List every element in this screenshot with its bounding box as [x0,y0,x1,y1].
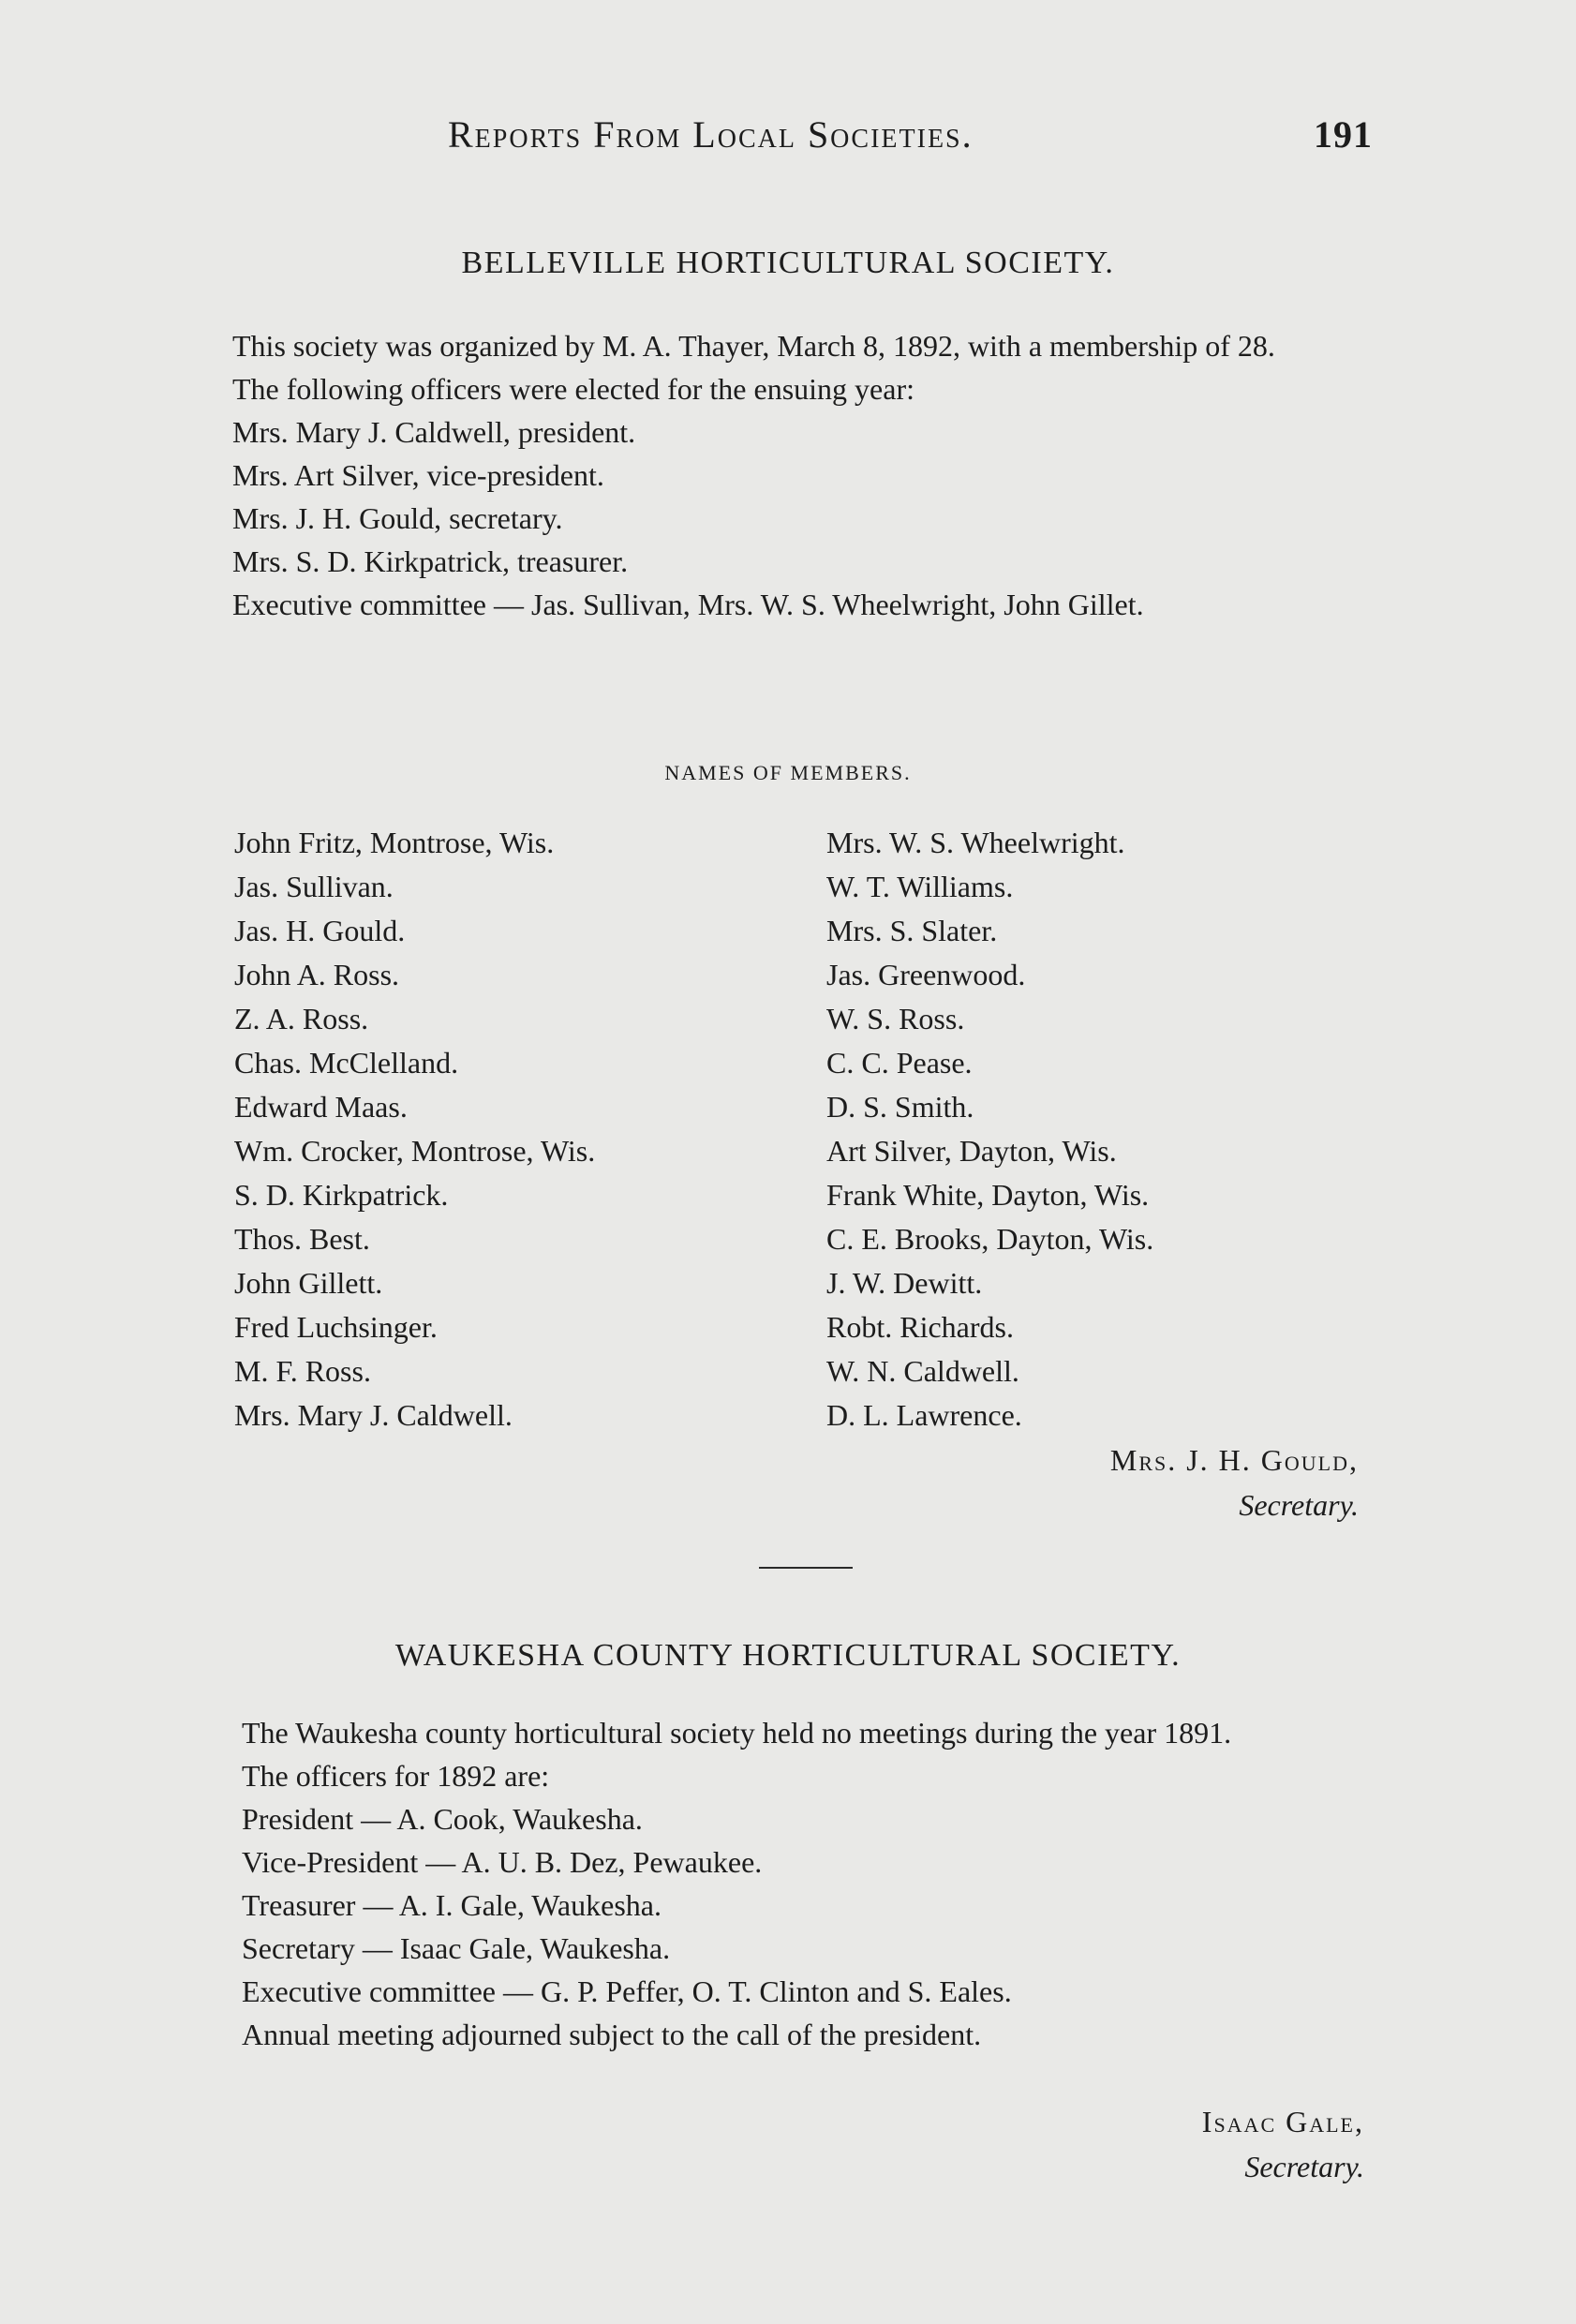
running-head [0,112,1576,169]
member-name: J. W. Dewitt. [826,1266,983,1300]
member-name: Z. A. Ross. [234,1002,369,1035]
members-right-column [826,821,1351,1438]
member-name: D. S. Smith. [826,1090,974,1124]
belleville-officer: Mrs. Mary J. Caldwell, president. [232,415,636,449]
page-number: 191 [1314,113,1373,156]
belleville-intro: This society was organized by M. A. Thayer, March 8, 1892, with a membership of 28. [232,329,1275,363]
waukesha-officers-intro: The officers for 1892 are: [242,1759,550,1793]
member-name: W. T. Williams. [826,870,1014,903]
waukesha-officer: Annual meeting adjourned subject to the call of the president. [242,2018,982,2051]
member-name: John Fritz, Montrose, Wis. [234,826,555,859]
member-name: Wm. Crocker, Montrose, Wis. [234,1134,596,1168]
member-name: Mrs. Mary J. Caldwell. [234,1398,513,1432]
waukesha-officer: Vice-President — A. U. B. Dez, Pewaukee. [242,1845,763,1879]
signature-name: Mrs. J. H. Gould, [1109,1443,1359,1477]
belleville-body [204,324,1387,626]
member-name: D. L. Lawrence. [826,1398,1022,1432]
waukesha-officer: Treasurer — A. I. Gale, Waukesha. [242,1888,662,1922]
running-title: Reports From Local Societies. [448,113,974,156]
member-name: Fred Luchsinger. [234,1310,438,1344]
belleville-officers [204,367,1387,583]
member-name: W. S. Ross. [826,1002,965,1035]
signature-role: Secretary. [1244,2150,1364,2183]
waukesha-heading: WAUKESHA COUNTY HORTICULTURAL SOCIETY. [394,1638,1182,1673]
waukesha-signature [1202,2099,1364,2189]
member-name: Frank White, Dayton, Wis. [826,1178,1150,1212]
members-heading: NAMES OF MEMBERS. [664,761,912,784]
belleville-heading: BELLEVILLE HORTICULTURAL SOCIETY. [461,246,1115,280]
belleville-officer: Mrs. Art Silver, vice-president. [232,458,604,492]
member-name: Jas. Greenwood. [826,958,1026,991]
member-name: C. E. Brooks, Dayton, Wis. [826,1222,1154,1256]
waukesha-intro: The Waukesha county horticultural society held no meetings during the year 1891. [242,1716,1232,1750]
member-name: John Gillett. [234,1266,383,1300]
waukesha-officer: Secretary — Isaac Gale, Waukesha. [242,1931,671,1965]
waukesha-officer: Executive committee — G. P. Peffer, O. T. Clinton and S. Eales. [242,1974,1012,2008]
belleville-officer: Mrs. S. D. Kirkpatrick, treasurer. [232,544,629,578]
belleville-signature [1110,1438,1359,1527]
waukesha-officer: President — A. Cook, Waukesha. [242,1802,643,1836]
section-divider [759,1567,853,1569]
member-name: Thos. Best. [234,1222,370,1256]
waukesha-officers [214,1754,1396,2056]
member-name: Mrs. W. S. Wheelwright. [826,826,1125,859]
waukesha-body [214,1711,1396,2056]
member-name: Robt. Richards. [826,1310,1014,1344]
belleville-executive: Executive committee — Jas. Sullivan, Mrs. W. S. Wheelwright, John Gillet. [232,588,1144,621]
member-name: Jas. Sullivan. [234,870,394,903]
members-left-column [234,821,796,1438]
belleville-officers-intro: The following officers were elected for the ensuing year: [232,372,914,406]
member-name: M. F. Ross. [234,1354,371,1388]
member-name: Chas. McClelland. [234,1046,459,1080]
signature-name: Isaac Gale, [1201,2105,1364,2138]
member-name: C. C. Pease. [826,1046,973,1080]
member-name: W. N. Caldwell. [826,1354,1019,1388]
member-name: Mrs. S. Slater. [826,914,998,947]
member-name: Jas. H. Gould. [234,914,406,947]
member-name: Art Silver, Dayton, Wis. [826,1134,1117,1168]
member-name: Edward Maas. [234,1090,408,1124]
member-name: John A. Ross. [234,958,400,991]
belleville-officer: Mrs. J. H. Gould, secretary. [232,501,563,535]
member-name: S. D. Kirkpatrick. [234,1178,449,1212]
signature-role: Secretary. [1239,1488,1359,1522]
